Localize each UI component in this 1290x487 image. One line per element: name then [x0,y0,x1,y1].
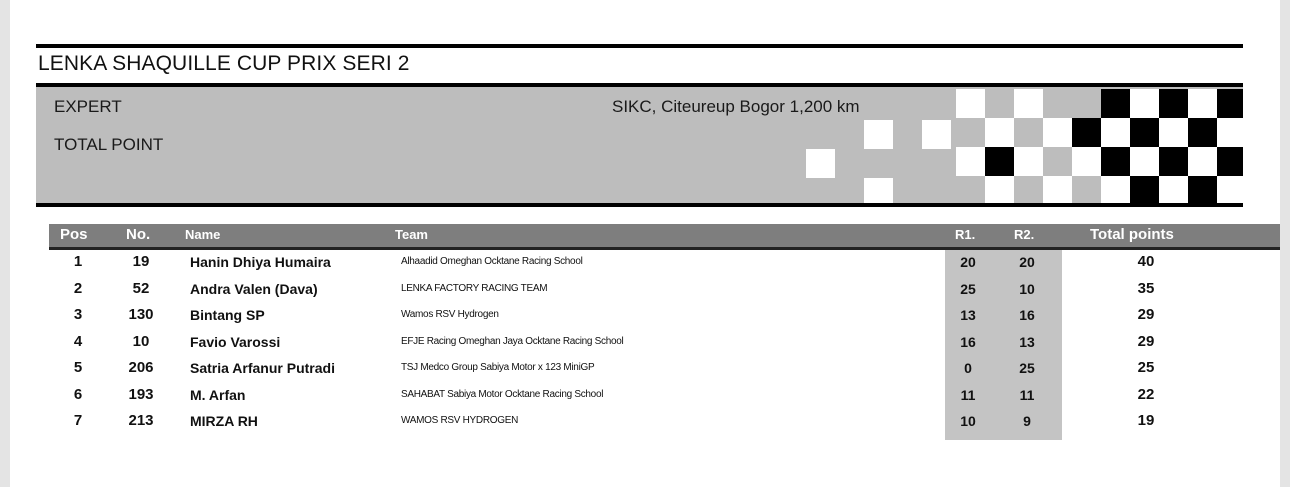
cell-total: 29 [1137,332,1155,350]
flag-square [956,89,985,118]
flag-square [1072,118,1101,147]
title-rule [36,44,1243,48]
header-team: Team [395,227,428,242]
flag-square [1130,176,1159,203]
subtitle-label: TOTAL POINT [54,135,164,154]
cell-r1: 20 [960,254,976,270]
flag-square [1159,176,1188,203]
flag-square [1188,118,1217,147]
cell-r1: 10 [960,413,976,429]
event-title: LENKA SHAQUILLE CUP PRIX SERI 2 [38,52,410,75]
location-label: SIKC, Citeureup Bogor 1,200 km [612,97,860,116]
header-band [36,83,1243,207]
cell-team: Wamos RSV Hydrogen [401,309,499,320]
cell-total: 22 [1137,386,1155,403]
flag-square [1130,118,1159,147]
flag-square [985,118,1014,147]
cell-pos: 4 [73,332,83,350]
flag-square [985,147,1014,176]
flag-square [1130,147,1159,176]
cell-team: SAHABAT Sabiya Motor Ocktane Racing School [401,389,604,400]
flag-square [1043,176,1072,203]
flag-square [1188,147,1217,176]
table-row [0,251,1290,277]
cell-team: Alhaadid Omeghan Ocktane Racing School [401,256,583,267]
flag-square [956,147,985,176]
header-name: Name [185,227,221,242]
flag-square [1101,147,1130,176]
category-label: EXPERT [54,97,122,116]
header-no: No. [126,226,151,243]
cell-r2: 13 [1019,333,1035,350]
flag-square [1188,176,1217,203]
cell-total: 35 [1137,279,1155,297]
cell-r1: 25 [960,280,976,297]
cell-name: Andra Valen (Dava) [190,280,318,297]
cell-r1: 16 [960,333,976,350]
cell-r1: 0 [964,360,972,376]
cell-name: Satria Arfanur Putradi [190,360,335,376]
flag-square [806,149,835,178]
cell-no: 10 [132,332,150,350]
cell-r2: 20 [1019,254,1035,270]
cell-no: 213 [128,412,154,429]
cell-total: 19 [1137,412,1155,429]
table-row [0,410,1290,436]
table-row [0,384,1290,410]
flag-square [1188,89,1217,118]
table-row [0,304,1290,330]
flag-square [1217,118,1243,147]
cell-name: Hanin Dhiya Humaira [190,254,331,270]
cell-team: WAMOS RSV HYDROGEN [401,415,519,426]
flag-square [985,176,1014,203]
flag-square [1159,89,1188,118]
header-total: Total points [1090,226,1174,243]
cell-r1: 11 [960,387,976,403]
flag-square [1217,176,1243,203]
cell-no: 193 [128,386,154,403]
flag-square [1101,89,1130,118]
flag-square [1043,118,1072,147]
cell-r2: 25 [1019,360,1035,376]
flag-square [1014,89,1043,118]
table-header [49,224,1280,250]
cell-r2: 9 [1023,413,1031,429]
cell-pos: 1 [73,253,83,270]
flag-square [1101,118,1130,147]
flag-square [1217,89,1243,118]
flag-square [1101,176,1130,203]
cell-total: 29 [1137,306,1155,323]
header-r2: R2. [1014,227,1035,242]
cell-name: M. Arfan [190,387,246,403]
flag-square [1072,147,1101,176]
flag-square [864,120,893,149]
cell-r2: 16 [1019,307,1035,323]
cell-team: TSJ Medco Group Sabiya Motor x 123 MiniGP [401,362,595,373]
header-r1: R1. [955,227,976,242]
flag-square [1014,147,1043,176]
cell-team: LENKA FACTORY RACING TEAM [401,282,548,294]
cell-no: 52 [132,279,150,297]
flag-square [1130,89,1159,118]
cell-no: 130 [128,306,154,323]
cell-r1: 13 [960,307,976,323]
header-pos: Pos [60,226,88,243]
cell-pos: 6 [73,386,83,403]
flag-square [922,120,951,149]
cell-total: 40 [1137,253,1155,270]
cell-no: 206 [128,359,154,376]
cell-team: EFJE Racing Omeghan Jaya Ocktane Racing School [401,335,624,347]
flag-square [864,178,893,203]
cell-name: Bintang SP [190,307,265,323]
cell-pos: 5 [73,359,83,376]
table-row [0,278,1290,304]
table-row [0,357,1290,383]
flag-square [1159,147,1188,176]
flag-square [1159,118,1188,147]
cell-pos: 7 [73,412,83,429]
cell-no: 19 [132,253,150,270]
cell-pos: 2 [73,279,83,297]
cell-name: MIRZA RH [190,413,258,429]
table-row [0,331,1290,357]
cell-r2: 10 [1019,280,1035,297]
cell-r2: 11 [1019,387,1035,403]
cell-pos: 3 [73,306,83,323]
cell-name: Favio Varossi [190,333,281,350]
cell-total: 25 [1137,359,1155,376]
flag-square [1217,147,1243,176]
